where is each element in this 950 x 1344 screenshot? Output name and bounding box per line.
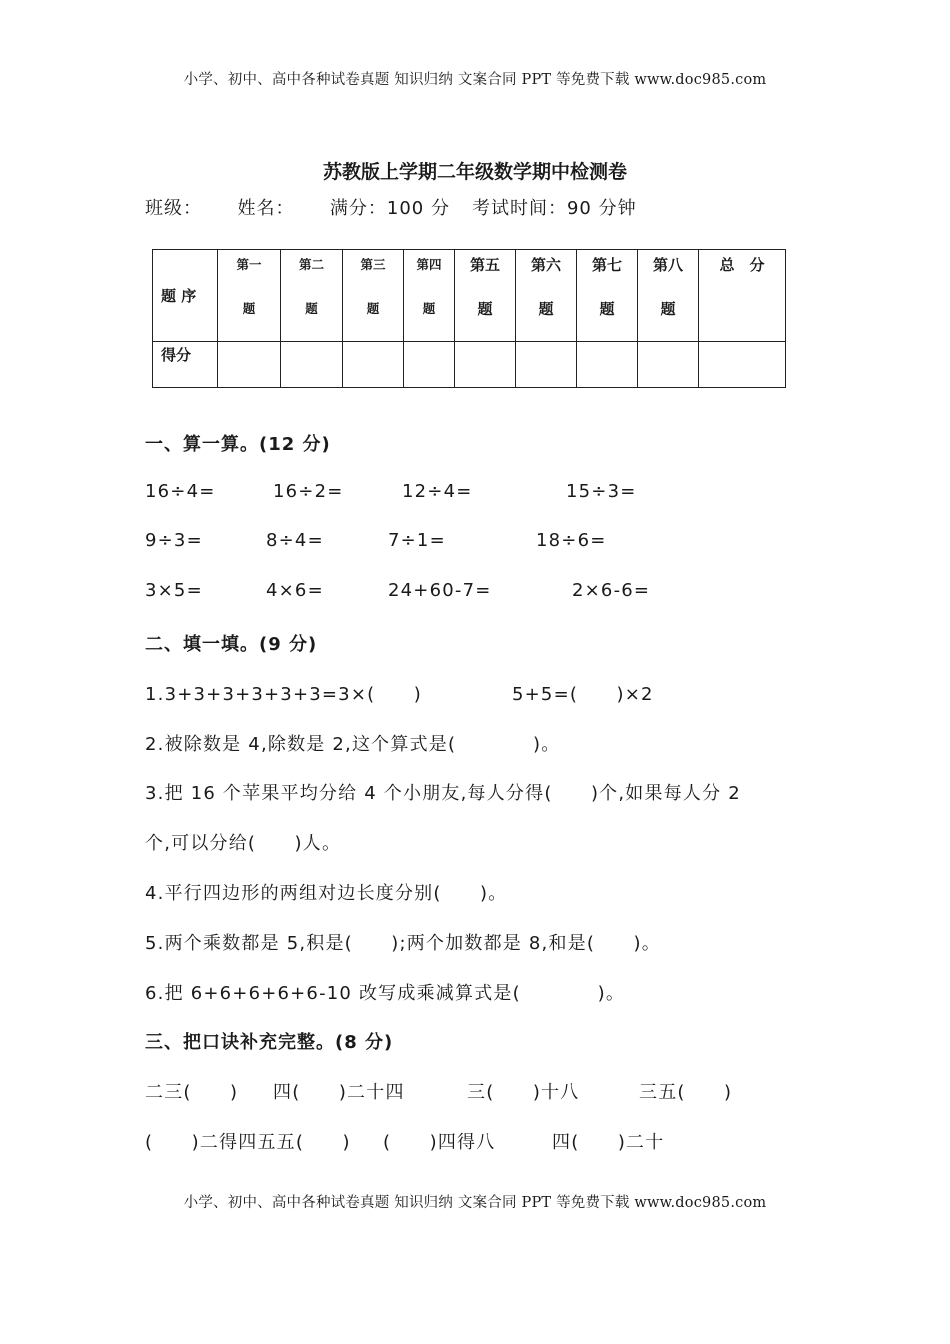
section-1-title: 一、算一算。(12 分): [145, 434, 331, 455]
calc-item: 2×6-6=: [572, 580, 651, 601]
row-head-question-order: 题 序: [153, 250, 218, 342]
fill-q5: 5.两个乘数都是 5,积是( );两个加数都是 8,和是( )。: [145, 933, 661, 954]
exam-info: [145, 194, 659, 220]
col-head-8: 第八 题: [638, 250, 699, 342]
col-head-7: 第七 题: [577, 250, 638, 342]
col-head-5: 第五 题: [455, 250, 516, 342]
calc-item: 9÷3=: [145, 530, 203, 551]
calc-item: 16÷2=: [273, 481, 344, 502]
mnemonic-item: 二三( ): [145, 1082, 239, 1103]
calc-item: 15÷3=: [566, 481, 637, 502]
calc-item: 16÷4=: [145, 481, 216, 502]
col-head-1: 第一 题: [218, 250, 281, 342]
calc-item: 3×5=: [145, 580, 203, 601]
mnemonic-item: ( )四得八: [383, 1132, 496, 1153]
fill-q3a: 3.把 16 个苹果平均分给 4 个小朋友,每人分得( )个,如果每人分 2: [145, 783, 741, 804]
mnemonic-item: 四( )二十: [552, 1132, 665, 1153]
calc-item: 8÷4=: [266, 530, 324, 551]
col-head-2: 第二 题: [281, 250, 343, 342]
calc-item: 12÷4=: [402, 481, 473, 502]
mnemonic-item: 四( )二十四: [273, 1082, 405, 1103]
table-row-question-order: [153, 250, 786, 342]
score-cell: [516, 342, 577, 388]
exam-title: 苏教版上学期二年级数学期中检测卷: [322, 161, 627, 183]
full-score-label: 满分：100 分: [329, 198, 450, 219]
name-label: 姓名：: [237, 198, 295, 219]
row-head-score: 得分: [153, 342, 218, 388]
score-cell: [218, 342, 281, 388]
fill-q6: 6.把 6+6+6+6+6-10 改写成乘减算式是( )。: [145, 983, 626, 1004]
fill-q3b: 个,可以分给( )人。: [145, 833, 342, 854]
fill-q4: 4.平行四边形的两组对边长度分别( )。: [145, 883, 508, 904]
time-label: 考试时间：90 分钟: [471, 198, 637, 219]
calc-item: 24+60-7=: [388, 580, 492, 601]
class-label: 班级：: [145, 198, 202, 219]
fill-q1b: 5+5=( )×2: [512, 684, 654, 705]
page-footer: 小学、初中、高中各种试卷真题 知识归纳 文案合同 PPT 等免费下载 www.doc985.com: [183, 1195, 767, 1211]
score-cell: [343, 342, 404, 388]
score-cell: [281, 342, 343, 388]
col-head-total: 总 分: [699, 250, 786, 342]
page-header: 小学、初中、高中各种试卷真题 知识归纳 文案合同 PPT 等免费下载 www.doc985.com: [183, 72, 767, 88]
score-table: [152, 249, 786, 388]
calc-item: 4×6=: [266, 580, 324, 601]
score-cell: [404, 342, 455, 388]
section-2-title: 二、填一填。(9 分): [145, 634, 318, 655]
mnemonic-item: 三( )十八: [467, 1082, 580, 1103]
fill-q2: 2.被除数是 4,除数是 2,这个算式是( )。: [145, 734, 561, 755]
table-row-score: [153, 342, 786, 388]
score-cell: [638, 342, 699, 388]
col-head-4: 第四 题: [404, 250, 455, 342]
mnemonic-item: 三五( ): [639, 1082, 733, 1103]
mnemonic-item: ( )二得四五五( ): [145, 1132, 351, 1153]
col-head-6: 第六 题: [516, 250, 577, 342]
score-cell: [455, 342, 516, 388]
section-3-title: 三、把口诀补充完整。(8 分): [145, 1032, 394, 1053]
score-cell: [577, 342, 638, 388]
fill-q1a: 1.3+3+3+3+3+3=3×( ): [145, 684, 422, 705]
col-head-3: 第三 题: [343, 250, 404, 342]
calc-item: 18÷6=: [536, 530, 607, 551]
score-cell: [699, 342, 786, 388]
calc-item: 7÷1=: [388, 530, 446, 551]
